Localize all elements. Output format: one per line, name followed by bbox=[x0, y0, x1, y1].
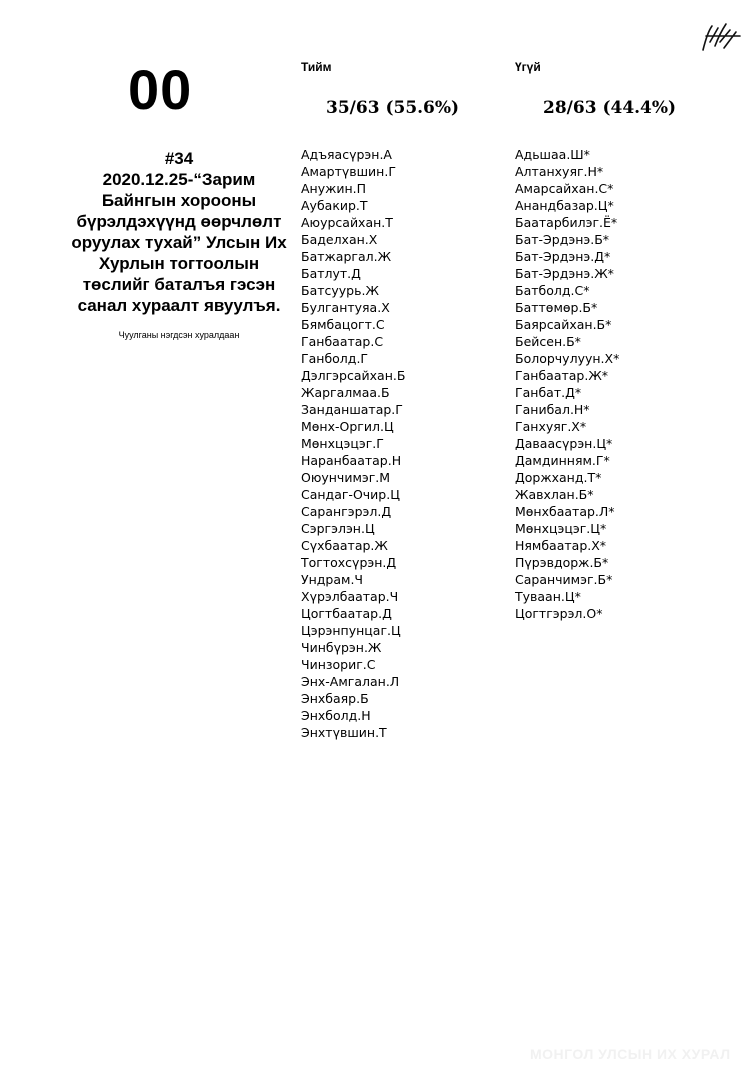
yes-voter-name: Энхболд.Н bbox=[301, 708, 371, 723]
no-voter-name: Ганбаатар.Ж* bbox=[515, 368, 609, 383]
no-voter-name: Болорчулуун.Х* bbox=[515, 351, 620, 366]
yes-voter-name: Мөнхцэцэг.Г bbox=[301, 436, 384, 451]
yes-voter-name: Ундрам.Ч bbox=[301, 572, 363, 587]
watermark: МОНГОЛ УЛСЫН ИХ ХУРАЛ bbox=[530, 1046, 731, 1062]
no-voter-name: Анандбазар.Ц* bbox=[515, 198, 614, 213]
yes-voter-name: Булгантуяа.Х bbox=[301, 300, 390, 315]
yes-count: 35/63 (55.6%) bbox=[326, 98, 460, 118]
no-voter-name: Бат-Эрдэнэ.Д* bbox=[515, 249, 611, 264]
yes-voter-name: Дэлгэрсайхан.Б bbox=[301, 368, 406, 383]
no-voter-name: Мөнхцэцэг.Ц* bbox=[515, 521, 607, 536]
yes-voter-name: Анужин.П bbox=[301, 181, 367, 196]
yes-voter-name: Жаргалмаа.Б bbox=[301, 385, 390, 400]
yes-voter-name: Сүхбаатар.Ж bbox=[301, 538, 388, 553]
yes-voter-name: Хүрэлбаатар.Ч bbox=[301, 589, 399, 604]
yes-voter-name: Амартүвшин.Г bbox=[301, 164, 396, 179]
yes-voter-name: Сандаг-Очир.Ц bbox=[301, 487, 400, 502]
yes-voter-name: Энх-Амгалан.Л bbox=[301, 674, 400, 689]
yes-names-list bbox=[301, 146, 405, 741]
no-voter-name: Туваан.Ц* bbox=[515, 589, 581, 604]
no-voter-name: Нямбаатар.Х* bbox=[515, 538, 607, 553]
no-count: 28/63 (44.4%) bbox=[543, 98, 677, 118]
yes-voter-name: Цогтбаатар.Д bbox=[301, 606, 392, 621]
yes-voter-name: Батсуурь.Ж bbox=[301, 283, 379, 298]
yes-voter-name: Ганболд.Г bbox=[301, 351, 369, 366]
yes-voter-name: Бямбацогт.С bbox=[301, 317, 385, 332]
no-voter-name: Баярсайхан.Б* bbox=[515, 317, 612, 332]
no-voter-name: Даваасүрэн.Ц* bbox=[515, 436, 613, 451]
motion-number: #34 bbox=[164, 149, 194, 168]
no-voter-name: Баатарбилэг.Ё* bbox=[515, 215, 618, 230]
yes-voter-name: Энхтүвшин.Т bbox=[301, 725, 387, 740]
yes-voter-name: Чинзориг.С bbox=[301, 657, 376, 672]
no-voter-name: Адьшаа.Ш* bbox=[515, 147, 590, 162]
no-voter-name: Бат-Эрдэнэ.Ж* bbox=[515, 266, 614, 281]
yes-voter-name: Аубакир.Т bbox=[301, 198, 368, 213]
no-voter-name: Бат-Эрдэнэ.Б* bbox=[515, 232, 610, 247]
no-voter-name: Баттөмөр.Б* bbox=[515, 300, 598, 315]
yes-voter-name: Наранбаатар.Н bbox=[301, 453, 402, 468]
no-voter-name: Ганбат.Д* bbox=[515, 385, 582, 400]
no-voter-name: Пүрэвдорж.Б* bbox=[515, 555, 609, 570]
no-voter-name: Жавхлан.Б* bbox=[515, 487, 594, 502]
no-voter-name: Ганхуяг.Х* bbox=[515, 419, 587, 434]
motion-block bbox=[66, 148, 292, 316]
no-column-header: Үгүй bbox=[515, 60, 541, 74]
yes-voter-name: Занданшатар.Г bbox=[301, 402, 403, 417]
yes-voter-name: Сарангэрэл.Д bbox=[301, 504, 392, 519]
yes-voter-name: Батлут.Д bbox=[301, 266, 361, 281]
no-voter-name: Дамдинням.Г* bbox=[515, 453, 610, 468]
no-voter-name: Саранчимэг.Б* bbox=[515, 572, 613, 587]
yes-voter-name: Цэрэнпунцаг.Ц bbox=[301, 623, 401, 638]
no-voter-name: Цогтгэрэл.О* bbox=[515, 606, 603, 621]
yes-voter-name: Адъяасүрэн.А bbox=[301, 147, 392, 162]
yes-column-header: Тийм bbox=[301, 60, 332, 74]
yes-voter-name: Баделхан.Х bbox=[301, 232, 378, 247]
yes-voter-name: Тогтохсүрэн.Д bbox=[301, 555, 397, 570]
no-voter-name: Бейсен.Б* bbox=[515, 334, 581, 349]
yes-voter-name: Ганбаатар.С bbox=[301, 334, 384, 349]
yes-voter-name: Чинбүрэн.Ж bbox=[301, 640, 382, 655]
vote-code: 00 bbox=[128, 58, 193, 121]
yes-voter-name: Аюурсайхан.Т bbox=[301, 215, 393, 230]
no-voter-name: Мөнхбаатар.Л* bbox=[515, 504, 615, 519]
no-voter-name: Ганибал.Н* bbox=[515, 402, 590, 417]
motion-title: 2020.12.25-“Зарим Байнгын хорооны бүрэлдэхүүнд өөрчлөлт оруулах тухай” Улсын Их Хурлын тогтоолын төслийг баталъя гэсэн санал хураалт явуулъя. bbox=[71, 170, 287, 315]
yes-voter-name: Оюунчимэг.М bbox=[301, 470, 391, 485]
no-voter-name: Доржханд.Т* bbox=[515, 470, 602, 485]
yes-voter-name: Батжаргал.Ж bbox=[301, 249, 392, 264]
signature-icon bbox=[700, 20, 746, 56]
no-voter-name: Батболд.С* bbox=[515, 283, 590, 298]
no-names-list bbox=[515, 146, 619, 622]
meeting-type: Чуулганы нэгдсэн хуралдаан bbox=[118, 330, 240, 340]
no-voter-name: Амарсайхан.С* bbox=[515, 181, 614, 196]
yes-voter-name: Сэргэлэн.Ц bbox=[301, 521, 375, 536]
yes-voter-name: Мөнх-Оргил.Ц bbox=[301, 419, 394, 434]
no-voter-name: Алтанхуяг.Н* bbox=[515, 164, 604, 179]
yes-voter-name: Энхбаяр.Б bbox=[301, 691, 369, 706]
